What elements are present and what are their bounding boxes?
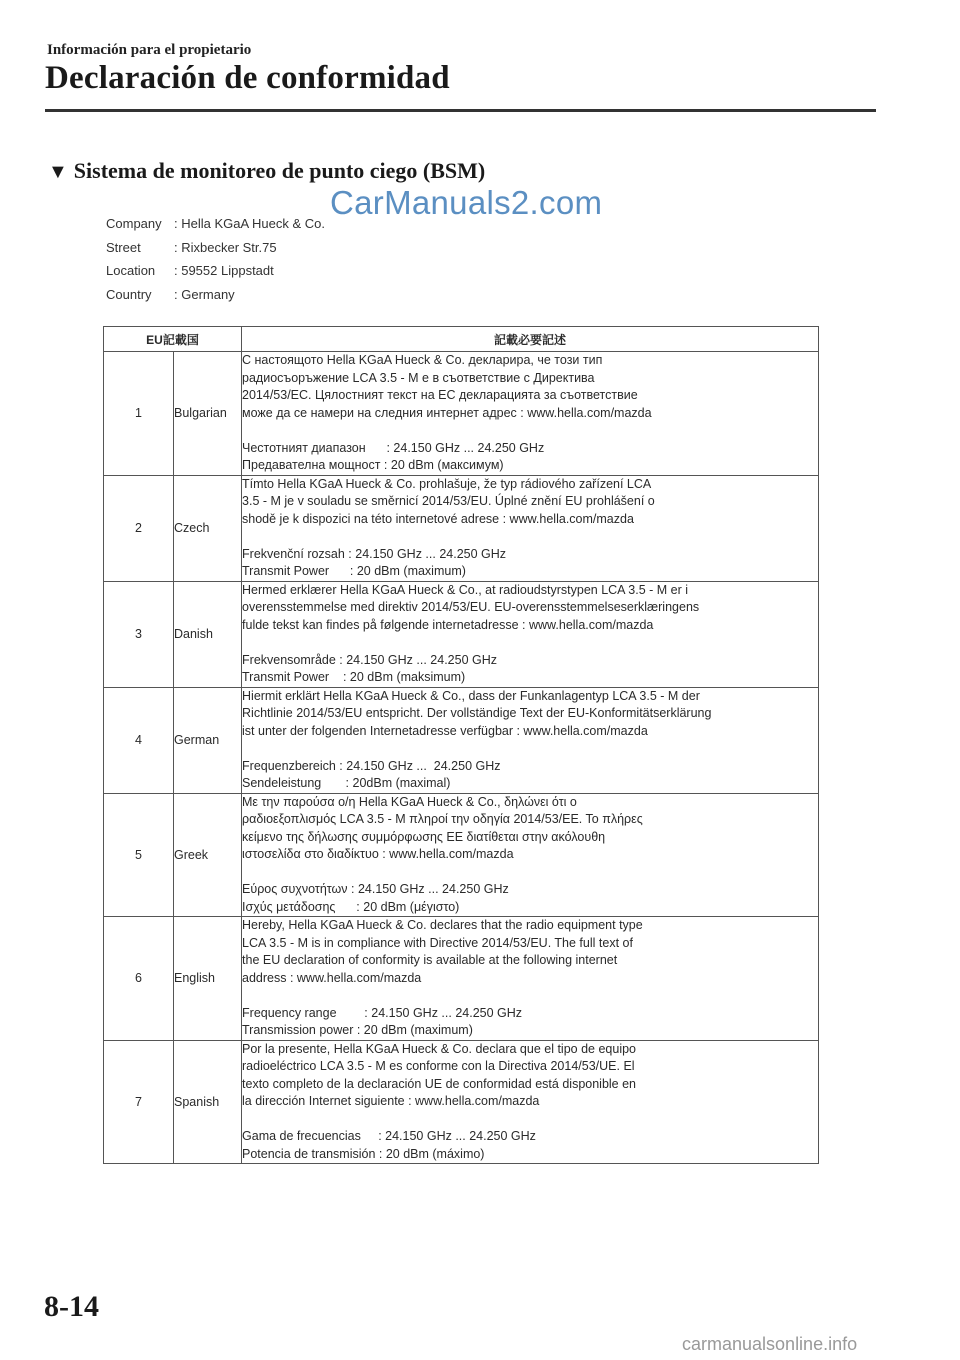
declaration-line: Transmit Power : 20 dBm (maksimum) (242, 670, 466, 684)
company-info-row (106, 283, 325, 307)
company-info-row (106, 259, 325, 283)
row-declaration-text (242, 1040, 819, 1164)
conformity-table (103, 326, 819, 1164)
triangle-marker-icon: ▼ (48, 161, 68, 183)
declaration-line: може да се намери на следния интернет адрес : www.hella.com/mazda (242, 405, 652, 420)
row-number: 2 (104, 475, 174, 581)
declaration-line: Hermed erklærer Hella KGaA Hueck & Co., at radioudstyrstypen LCA 3.5 - M er i (242, 582, 689, 597)
declaration-line: Предавателна мощност : 20 dBm (максимум) (242, 458, 504, 472)
declaration-line: Gama de frecuencias : 24.150 GHz ... 24.250 GHz (242, 1129, 536, 1143)
header-divider (45, 109, 876, 112)
declaration-line: texto completo de la declaración UE de conformidad está disponible en (242, 1076, 637, 1091)
declaration-line: κείμενο της δήλωσης συμμόρφωσης ΕΕ διατίθεται στην ακόλουθη (242, 829, 606, 844)
table-row (104, 917, 819, 1041)
declaration-line: la dirección Internet siguiente : www.hella.com/mazda (242, 1094, 540, 1108)
table-row (104, 793, 819, 917)
company-info-value: : 59552 Lippstadt (174, 263, 274, 278)
declaration-line: Frequenzbereich : 24.150 GHz ... 24.250 GHz (242, 758, 501, 773)
row-number: 1 (104, 352, 174, 476)
row-declaration-text (242, 917, 819, 1041)
declaration-line: the EU declaration of conformity is available at the following internet (242, 953, 618, 967)
row-declaration-text (242, 793, 819, 917)
declaration-line (242, 422, 818, 440)
page-title: Declaración de conformidad (45, 60, 450, 96)
watermark-logo: CarManuals2.com (330, 184, 603, 221)
declaration-line: Frequency range : 24.150 GHz ... 24.250 GHz (242, 1005, 523, 1020)
declaration-line: С настоящото Hella KGaA Hueck & Co. декларира, че този тип (242, 353, 603, 367)
declaration-line: Hiermit erklärt Hella KGaA Hueck & Co., dass der Funkanlagentyp LCA 3.5 - M der (242, 688, 700, 703)
declaration-line: overensstemmelse med direktiv 2014/53/EU. EU-overensstemmelseserklæringens (242, 600, 700, 614)
declaration-line: Frekvenční rozsah : 24.150 GHz ... 24.250 GHz (242, 546, 507, 561)
section-heading-text: Sistema de monitoreo de punto ciego (BSM) (73, 158, 486, 183)
table-header-description: 記載必要記述 (242, 327, 819, 352)
table-row (104, 1040, 819, 1164)
row-number: 5 (104, 793, 174, 917)
company-info-value: : Hella KGaA Hueck & Co. (174, 216, 326, 231)
company-info-label: Street (106, 239, 141, 255)
declaration-line: Sendeleistung : 20dBm (maximal) (242, 776, 451, 790)
row-declaration-text (242, 475, 819, 581)
row-number: 7 (104, 1040, 174, 1164)
row-language: Czech (174, 475, 242, 581)
declaration-line: ist unter der folgenden Internetadresse verfügbar : www.hella.com/mazda (242, 723, 648, 738)
declaration-line: Честотният диапазон : 24.150 GHz ... 24.250 GHz (242, 440, 545, 455)
declaration-line: Transmission power : 20 dBm (maximum) (242, 1023, 473, 1037)
declaration-line: ραδιοεξοπλισμός LCA 3.5 - M πληροί την οδηγία 2014/53/ΕΕ. Το πλήρες (242, 812, 643, 826)
declaration-line: Hereby, Hella KGaA Hueck & Co. declares that the radio equipment type (242, 918, 643, 932)
declaration-line: Tímto Hella KGaA Hueck & Co. prohlašuje, že typ rádiového zařízení LCA (242, 476, 652, 491)
declaration-line: радиосъоръжение LCA 3.5 - M е в съответствие с Директива (242, 370, 595, 385)
declaration-line: address : www.hella.com/mazda (242, 970, 422, 985)
company-info (106, 212, 325, 306)
row-language: German (174, 687, 242, 793)
table-header-country: EU記載国 (104, 327, 242, 352)
declaration-line: fulde tekst kan findes på følgende internetadresse : www.hella.com/mazda (242, 617, 654, 632)
company-info-row (106, 236, 325, 260)
company-info-label: Company (106, 216, 162, 231)
declaration-line (242, 528, 818, 546)
declaration-line: Por la presente, Hella KGaA Hueck & Co. declara que el tipo de equipo (242, 1041, 637, 1056)
declaration-line (242, 864, 818, 882)
declaration-line: shodě je k dispozici na této internetové adrese : www.hella.com/mazda (242, 511, 634, 526)
document-subtitle: Información para el propietario (47, 42, 252, 58)
declaration-line: LCA 3.5 - M is in compliance with Directive 2014/53/EU. The full text of (242, 935, 633, 950)
declaration-line: 2014/53/ЕС. Цялостният текст на ЕС декларацията за съответствие (242, 388, 638, 402)
table-row (104, 475, 819, 581)
table-body (104, 352, 819, 1164)
company-info-label: Country (106, 286, 152, 302)
page-number: 8-14 (44, 1290, 99, 1323)
company-info-row (106, 212, 325, 236)
company-info-value: : Germany (174, 286, 235, 302)
declaration-line: radioeléctrico LCA 3.5 - M es conforme con la Directiva 2014/53/UE. El (242, 1059, 635, 1073)
row-language: English (174, 917, 242, 1041)
declaration-line: Ισχύς μετάδοσης : 20 dBm (μέγιστο) (242, 899, 460, 914)
company-info-label: Location (106, 263, 156, 278)
row-language: Bulgarian (174, 352, 242, 476)
declaration-line: 3.5 - M je v souladu se směrnicí 2014/53/EU. Úplné znění EU prohlášení o (242, 494, 655, 508)
row-declaration-text (242, 352, 819, 476)
declaration-line (242, 740, 818, 758)
table-row (104, 352, 819, 476)
declaration-line: Με την παρούσα ο/η Hella KGaA Hueck & Co., δηλώνει ότι ο (242, 794, 577, 809)
declaration-line: Richtlinie 2014/53/EU entspricht. Der vollständige Text der EU-Konformitätserklärung (242, 706, 712, 720)
row-language: Spanish (174, 1040, 242, 1164)
declaration-line: Frekvensområde : 24.150 GHz ... 24.250 GHz (242, 652, 497, 667)
declaration-line (242, 1111, 818, 1129)
row-number: 6 (104, 917, 174, 1041)
row-number: 4 (104, 687, 174, 793)
table-row (104, 581, 819, 687)
declaration-line: Transmit Power : 20 dBm (maximum) (242, 564, 466, 578)
row-declaration-text (242, 687, 819, 793)
table-row (104, 687, 819, 793)
row-language: Greek (174, 793, 242, 917)
company-info-value: : Rixbecker Str.75 (174, 239, 277, 255)
row-number: 3 (104, 581, 174, 687)
row-declaration-text (242, 581, 819, 687)
declaration-line: Εύρος συχνοτήτων : 24.150 GHz ... 24.250 GHz (242, 882, 509, 896)
declaration-line: Potencia de transmisión : 20 dBm (máximo) (242, 1146, 485, 1161)
declaration-line (242, 634, 818, 652)
row-language: Danish (174, 581, 242, 687)
declaration-line (242, 987, 818, 1005)
section-heading (48, 158, 485, 184)
footer-watermark: carmanualsonline.info (682, 1334, 858, 1354)
declaration-line: ιστοσελίδα στο διαδίκτυο : www.hella.com/mazda (242, 847, 514, 861)
table-header-row (104, 327, 819, 352)
